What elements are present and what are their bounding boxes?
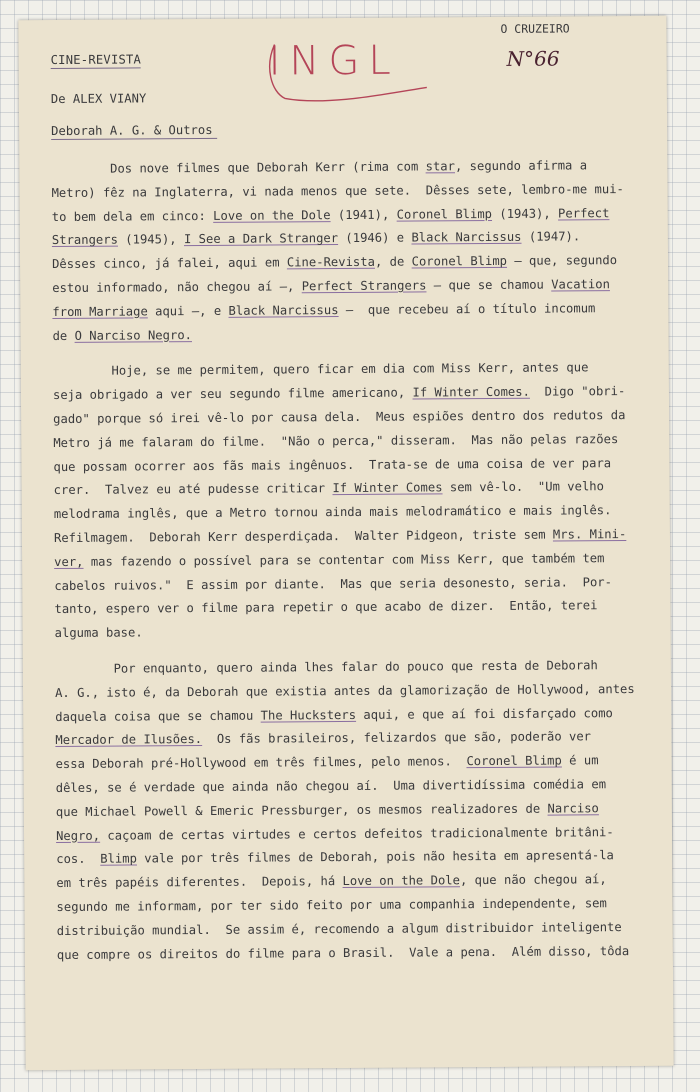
text-line: distribuição mundial. Se assim é, recomendo a algum distribuidor inteligente <box>56 919 622 938</box>
article-body <box>51 154 647 967</box>
film-title: Cine-Revista <box>286 254 375 270</box>
text-line: estou informado, não chegou aí —, Perfect Strangers — que se chamou Vacation <box>52 277 610 296</box>
text-line: essa Deborah pré-Hollywood em três filmes, pelo menos. Coronel Blimp é um <box>55 753 599 772</box>
text-line: to bem dela em cinco: Love on the Dole (1941), Coronel Blimp (1943), Perfect <box>51 205 610 224</box>
film-title: If Winter Comes <box>332 480 443 496</box>
text-line: tanto, espero ver o filme para repetir o que acabo de dizer. Então, terei <box>54 598 598 617</box>
film-title: star <box>425 159 455 174</box>
film-title: Mercador de Ilusões. <box>55 732 203 748</box>
text-line: gado" porque só irei vê-lo por causa dela. Meus espiões dentro dos redutos da <box>53 408 626 427</box>
film-title: Perfect Strangers <box>301 278 427 294</box>
text-line: crer. Talvez eu até pudesse criticar If Winter Comes sem vê-lo. "Um velho <box>53 479 604 498</box>
film-title: Perfect <box>557 205 610 221</box>
film-title: Mrs. Mini- <box>552 526 627 542</box>
text-line: que Michael Powell & Emeric Pressburger, os mesmos realizadores de Narciso <box>55 800 599 819</box>
text-line: que possam ocorrer aos fãs mais ingênuos. Trata-se de uma coisa de ver para <box>53 455 612 474</box>
text-line: Dêsses cinco, já falei, aqui em Cine-Revista, de Coronel Blimp — que, segundo <box>51 253 618 272</box>
text-line: Metro) fêz na Inglaterra, vi nada menos que sete. Dêsses sete, lembro-me mui- <box>51 181 624 200</box>
text-line: from Marriage aqui —, e Black Narcissus — que recebeu aí o título incomum <box>52 301 596 319</box>
text-line: Metro já me falaram do filme. "Não o perca," disseram. Mas não pelas razões <box>53 431 619 450</box>
text-line: que compre os direitos do filme para o Brasil. Vale a pena. Além disso, tôda <box>56 943 630 962</box>
text-line: em três papéis diferentes. Depois, há Love on the Dole, que não chegou aí, <box>56 872 607 891</box>
handwritten-index-number: N°66 <box>506 46 560 71</box>
film-title: Negro, <box>55 828 101 843</box>
text-line: Strangers (1945), I See a Dark Stranger (1946) e Black Narcissus (1947). <box>51 229 581 248</box>
text-line: daquela coisa que se chamou The Hucksters aqui, e que aí foi disfarçado como <box>55 705 613 724</box>
text-line: Negro, caçoam de certas virtudes e certos defeitos tradicionalmente britâni- <box>55 824 614 843</box>
text-line: segundo me informam, por ter sido feito por uma companhia independente, sem <box>56 896 607 914</box>
text-line: cabelos ruivos." E assim por diante. Mas que seria desonesto, seria. Por- <box>54 574 612 593</box>
text-line: cos. Blimp vale por três filmes de Deborah, pois não hesita em apresentá-la <box>56 848 614 867</box>
film-title: Black Narcissus <box>228 302 339 318</box>
text-line: Refilmagem. Deborah Kerr desperdiçada. Walter Pidgeon, triste sem Mrs. Mini- <box>53 526 627 545</box>
text-line: alguma base. <box>54 625 143 641</box>
film-title: O Narciso Negro. <box>74 327 193 343</box>
film-title: Coronel Blimp <box>466 753 562 769</box>
film-title: Blimp <box>100 851 137 867</box>
film-title: Coronel Blimp <box>396 206 493 222</box>
magazine-name: O CRUZEIRO <box>500 21 570 36</box>
section-underline <box>51 67 141 69</box>
text-line: Hoje, se me permitem, quero ficar em dia com Miss Kerr, antes que <box>52 360 589 379</box>
text-line: seja obrigado a ver seu segundo filme americano, If Winter Comes. Digo "obri- <box>52 384 626 403</box>
article-title: Deborah A. G. & Outros <box>51 122 213 139</box>
film-title: from Marriage <box>52 304 148 319</box>
language-mark-loop <box>266 35 436 106</box>
film-title: ver, <box>54 554 84 569</box>
text-line: A. G., isto é, da Deborah que existia antes da glamorização de Hollywood, antes <box>54 681 635 700</box>
byline: De ALEX VIANY <box>50 91 147 107</box>
film-title: Love on the Dole <box>342 873 460 889</box>
film-title: Love on the Dole <box>213 207 331 223</box>
text-line: de O Narciso Negro. <box>52 327 193 343</box>
film-title: Strangers <box>51 232 118 248</box>
film-title: The Hucksters <box>260 707 357 723</box>
film-title: Coronel Blimp <box>411 254 508 269</box>
text-line: ver, mas fazendo o possível para se contentar com Miss Kerr, que também tem <box>54 550 605 569</box>
film-title: Narciso <box>547 800 599 816</box>
text-line: dêles, se é verdade que ainda não chegou aí. Uma divertidíssima comédia em <box>55 777 607 795</box>
text-line: melodrama inglês, que a Metro tornou ainda mais melodramático e mais inglês. <box>53 503 612 522</box>
typewritten-page <box>18 16 673 1070</box>
section-heading: CINE-REVISTA <box>50 52 142 68</box>
text-line: Mercador de Ilusões. Os fãs brasileiros, felizardos que são, poderão ver <box>55 729 592 748</box>
handwritten-language-mark: INGL <box>268 37 400 85</box>
film-title: I See a Dark Stranger <box>183 231 339 247</box>
film-title: Vacation <box>551 277 610 292</box>
text-line: Dos nove filmes que Deborah Kerr (rima com star, segundo afirma a <box>51 158 588 177</box>
film-title: Black Narcissus <box>411 230 522 245</box>
text-line: Por enquanto, quero ainda lhes falar do pouco que resta de Deborah <box>54 658 598 676</box>
title-underline <box>51 138 217 140</box>
film-title: If Winter Comes. <box>412 384 530 400</box>
